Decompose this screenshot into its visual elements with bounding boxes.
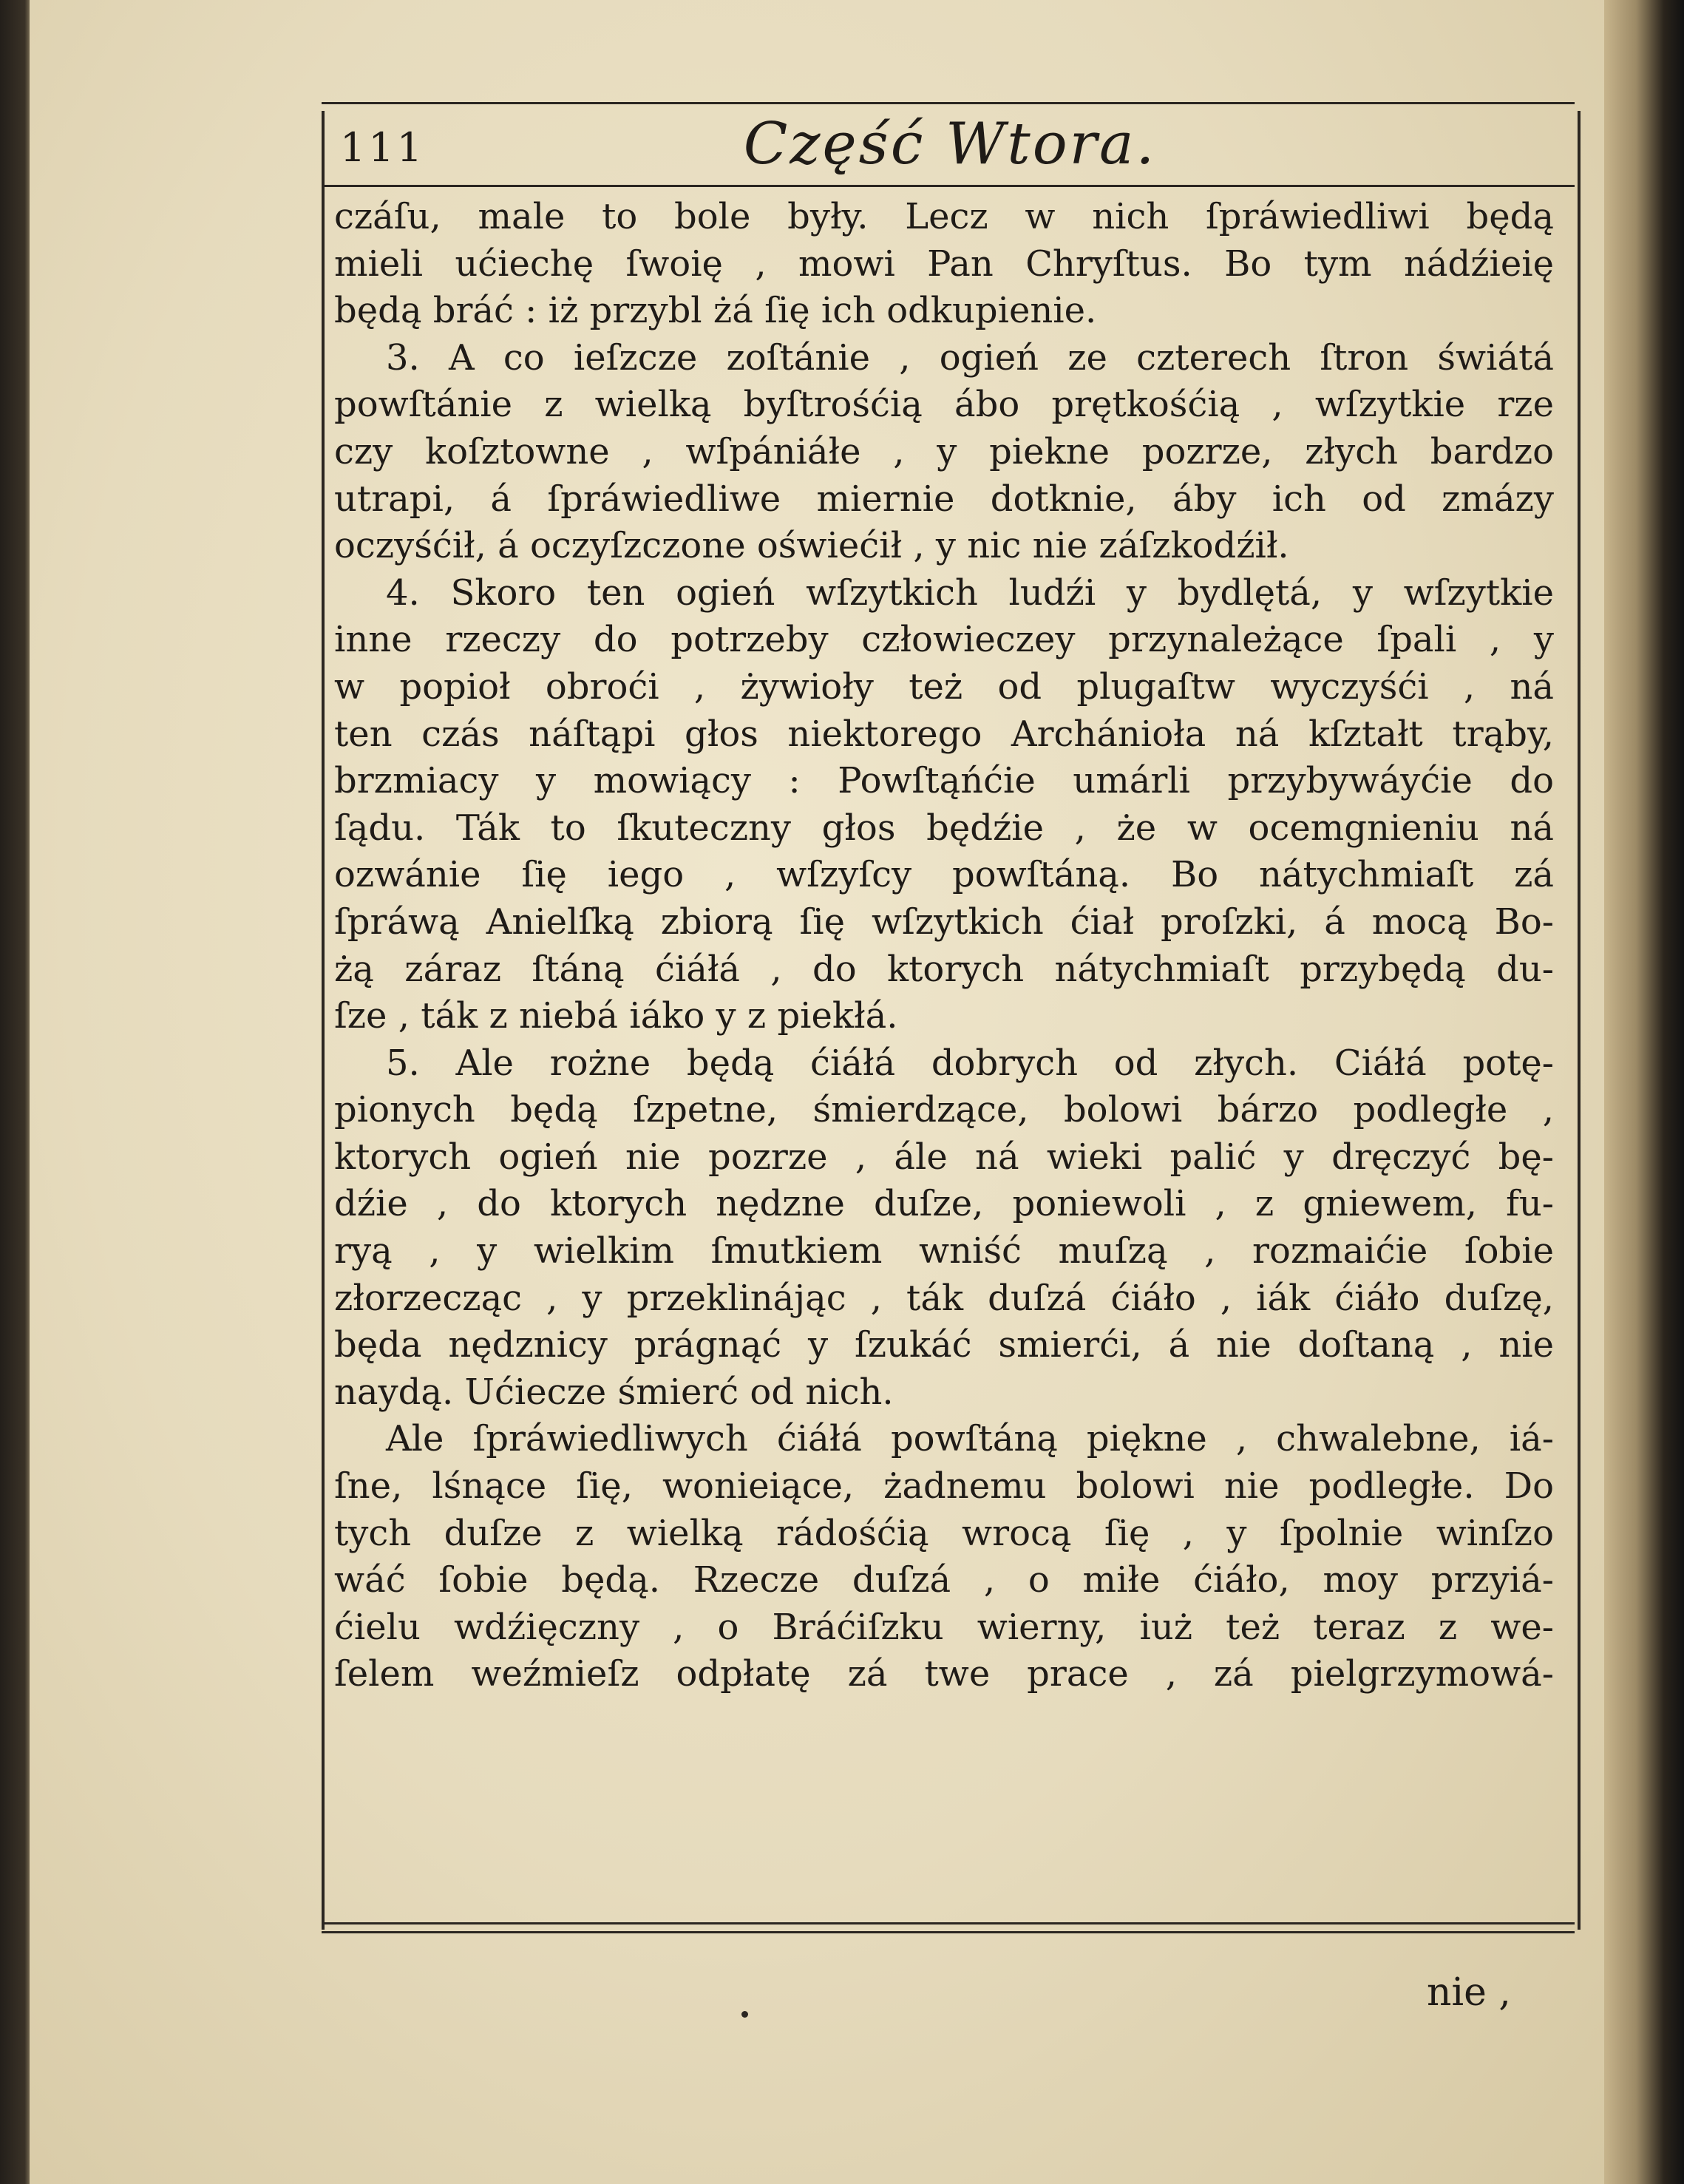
text-line: złorzecząc , y przeklinájąc , ták duſzá ćiáło , iák ćiáło duſzę,	[334, 1277, 1554, 1319]
text-line: tych duſze z wielką rádośćią wrocą ſię , y ſpolnie winſzo	[334, 1512, 1554, 1554]
body-text	[334, 194, 1554, 1698]
text-line: ozwánie ſię iego , wſzyſcy powſtáną. Bo nátychmiaſt zá	[334, 854, 1554, 896]
text-line: będą bráć : iż przybl żá ſię ich odkupienie.	[334, 290, 1097, 332]
text-line: ſelem weźmieſz odpłatę zá twe prace , zá pielgrzymowá-	[334, 1653, 1554, 1695]
text-line: naydą. Ućiecze śmierć od nich.	[334, 1371, 894, 1413]
text-line: będa nędznicy prágnąć y ſzukáć smierći, á nie doſtaną , nie	[334, 1324, 1554, 1366]
text-line: ſądu. Ták to ſkuteczny głos będźie , że w ocemgnieniu ná	[334, 807, 1554, 849]
text-line: żą záraz ſtáną ćiáłá , do ktorych nátychmiaſt przybędą du-	[334, 948, 1554, 990]
running-head	[325, 111, 1575, 185]
text-line: powſtánie z wielką byſtrośćią ábo prętkośćią , wſzytkie rze	[334, 384, 1554, 426]
text-line: czáſu, male to bole były. Lecz w nich ſpráwiedliwi będą	[334, 196, 1554, 237]
text-line: ten czás náſtąpi głos niektorego Archánioła ná kſztałt trąby,	[334, 713, 1554, 755]
text-line: dźie , do ktorych nędzne duſze, poniewoli , z gniewem, fu-	[334, 1183, 1554, 1225]
page-number: 111	[340, 124, 426, 171]
bottom-rule-inner	[322, 1931, 1575, 1933]
text-line: oczyśćił, á oczyſzczone oświećił , y nic nie záſzkodźił.	[334, 525, 1289, 567]
text-line: w popioł obroći , żywioły też od plugaſtw wyczyśći , ná	[334, 665, 1554, 708]
text-line: wáć ſobie będą. Rzecze duſzá , o miłe ćiáło, moy przyiá-	[334, 1559, 1554, 1601]
paragraph-6-start: Ale ſpráwiedliwych ćiáłá powſtáną piękne , chwalebne, iá-	[386, 1418, 1554, 1460]
text-line: ćielu wdźięczny , o Bráćiſzku wierny, iuż też teraz z we-	[334, 1606, 1554, 1648]
paragraph-4-start: 4. Skoro ten ogień wſzytkich ludźi y bydlętá, y wſzytkie	[386, 572, 1554, 614]
text-line: ſpráwą Anielſką zbiorą ſię wſzytkich ćiał proſzki, á mocą Bo-	[334, 901, 1554, 943]
paragraph-5-start: 5. Ale rożne będą ćiáłá dobrych od złych. Ciáłá potę-	[386, 1042, 1554, 1084]
text-line: mieli ućiechę ſwoię , mowi Pan Chryſtus. Bo tym nádźieię	[334, 243, 1554, 285]
text-line: brzmiacy y mowiący : Powſtąńćie umárli przybywáyćie do	[334, 760, 1554, 802]
running-title: Część Wtora.	[743, 111, 1157, 177]
text-line: inne rzeczy do potrzeby człowieczey przynależące ſpali , y	[334, 619, 1554, 661]
bottom-rule	[322, 1922, 1575, 1924]
header-rule	[322, 185, 1575, 187]
ink-dot	[741, 2011, 748, 2018]
text-line: ſne, lśnące ſię, wonieiące, żadnemu bolowi nie podległe. Do	[334, 1465, 1554, 1508]
facing-page-edge	[1604, 0, 1684, 2184]
catchword: nie ,	[1427, 1970, 1511, 2015]
text-line: ktorych ogień nie pozrze , ále ná wieki palić y dręczyć bę-	[334, 1136, 1554, 1178]
text-line: czy koſztowne , wſpániáłe , y piekne pozrze, złych bardzo	[334, 430, 1554, 472]
top-rule	[322, 102, 1575, 104]
paragraph-3-start: 3. A co ieſzcze zoſtánie , ogień ze czterech ſtron świátá	[386, 336, 1554, 379]
text-line: utrapi, á ſpráwiedliwe miernie dotknie, áby ich od zmázy	[334, 478, 1554, 520]
text-line: pionych będą ſzpetne, śmierdzące, bolowi bárzo podległe ,	[334, 1089, 1554, 1131]
text-line: ryą , y wielkim ſmutkiem wniść muſzą , rozmaićie ſobie	[334, 1230, 1554, 1272]
text-line: ſze , ták z niebá iáko y z piekłá.	[334, 995, 898, 1037]
